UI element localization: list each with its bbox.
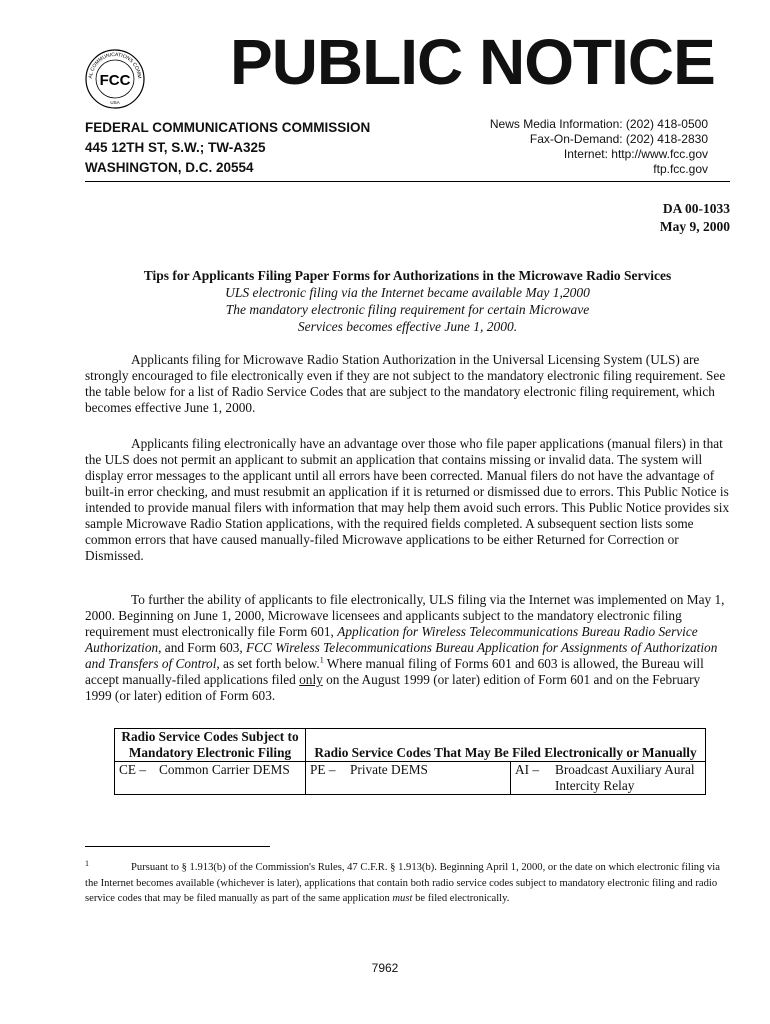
document-id-block [660,200,730,236]
paragraph-1-text: Applicants filing for Microwave Radio Station Authorization in the Universal Licensing System (ULS) are strongly encouraged to file electronically even if they are not subject to the mandatory electronic filing requirement. See the table below for a list of Radio Service Codes that are subject to the mandatory electronic filing requirement, which becomes effective June 1, 2000. [85,352,726,415]
seal-logo-text: FCC [99,72,131,89]
paragraph-1 [85,352,730,416]
name-ai: Broadcast Auxiliary Aural Intercity Relay [555,762,695,793]
contact-fax: Fax-On-Demand: (202) 418-2830 [529,132,708,146]
cell-mandatory [115,762,306,795]
radio-service-codes-table [114,728,706,795]
page-title: PUBLIC NOTICE [230,26,715,98]
footnote-rule [85,846,270,847]
code-pe: PE – [310,762,336,777]
name-pe: Private DEMS [350,762,428,777]
cell-optional-2 [511,762,706,795]
contact-internet: Internet: http://www.fcc.gov [563,147,708,161]
fcc-seal-logo [84,48,146,110]
seal-arc-text: AL COMMUNICATIONS COMM [87,51,143,79]
footnote-number: 1 [85,859,89,868]
code-ai: AI – [515,762,540,777]
seal-country-text: USA [110,100,120,105]
footnote-text: Pursuant to § 1.913(b) of the Commission's Rules, 47 C.F.R. § 1.913(b). Beginning April 1, 2000, or the date on which electronic filing via the Internet becomes available (whichever is later), applications that contain both radio service codes subject to mandatory electronic filing and radio service codes that may be filed manually as part of the same application must be filed electronically. [85,862,720,904]
header-mandatory: Radio Service Codes Subject to Mandatory Electronic Filing [115,729,306,762]
table-header-row [115,729,706,762]
contact-media: News Media Information: (202) 418-0500 [489,117,708,131]
document-date: May 9, 2000 [659,219,730,234]
agency-name: FEDERAL COMMUNICATIONS COMMISSION [85,120,371,135]
contact-ftp: ftp.fcc.gov [653,162,708,176]
agency-address [85,118,370,178]
agency-city: WASHINGTON, D.C. 20554 [85,160,254,175]
notice-title: Tips for Applicants Filing Paper Forms for Authorizations in the Microwave Radio Services [143,268,672,283]
code-ce: CE – [119,762,146,777]
header-rule [85,181,730,182]
paragraph-2-text: Applicants filing electronically have an advantage over those who file paper applications (manual filers) in that the ULS does not permit an applicant to submit an application that contains missing or invalid data. The system will display error messages to the applicant until all errors have been corrected. Manual filers do not have the advantage of built-in error checking, and must resubmit an application if it is returned or dismissed due to errors. This Public Notice is intended to provide manual filers with information that may help them avoid such errors. This Public Notice provides six sample Microwave Radio Station applications, with the required fields completed. A subsequent section lists some common errors that have caused manually-filed Microwave applications to be either Returned for Correction or Dismissed. [85,436,730,563]
paragraph-3-text: To further the ability of applicants to file electronically, ULS filing via the Internet was implemented on May 1, 2000. Beginning on June 1, 2000, Microwave licensees and applicants subject to the mandatory electronic filing requirement must electronically file Form 601, Application for Wireless Telecommunications Bureau Radio Service Authorization, and Form 603, FCC Wireless Telecommunications Bureau Application for Assignments of Authorization and Transfers of Control, as set forth below.$^1$ Where manual filing of Forms 601 and 603 is allowed, the Bureau will accept manually-filed applications filed only on the August 1999 (or later) edition of Form 601 and on the February 1999 (or later) edition of Form 603. [85,592,725,703]
notice-heading [85,267,730,335]
page-number: 7962 [371,961,399,975]
footnote-ref: 1 [319,655,324,665]
header-optional: Radio Service Codes That May Be Filed Electronically or Manually [306,729,706,762]
document-number: DA 00-1033 [662,201,730,216]
notice-subtitle-2: The mandatory electronic filing requirement for certain Microwave [225,302,590,317]
cell-optional-1 [306,762,511,795]
contact-info [378,117,708,177]
paragraph-3 [85,592,730,704]
footnote [85,860,730,907]
notice-subtitle-3: Services becomes effective June 1, 2000. [297,319,518,334]
paragraph-2 [85,436,730,564]
table-row [115,762,706,795]
name-ce: Common Carrier DEMS [159,762,290,777]
agency-street: 445 12TH ST, S.W.; TW-A325 [85,140,266,155]
notice-subtitle-1: ULS electronic filing via the Internet became available May 1,2000 [225,285,590,300]
